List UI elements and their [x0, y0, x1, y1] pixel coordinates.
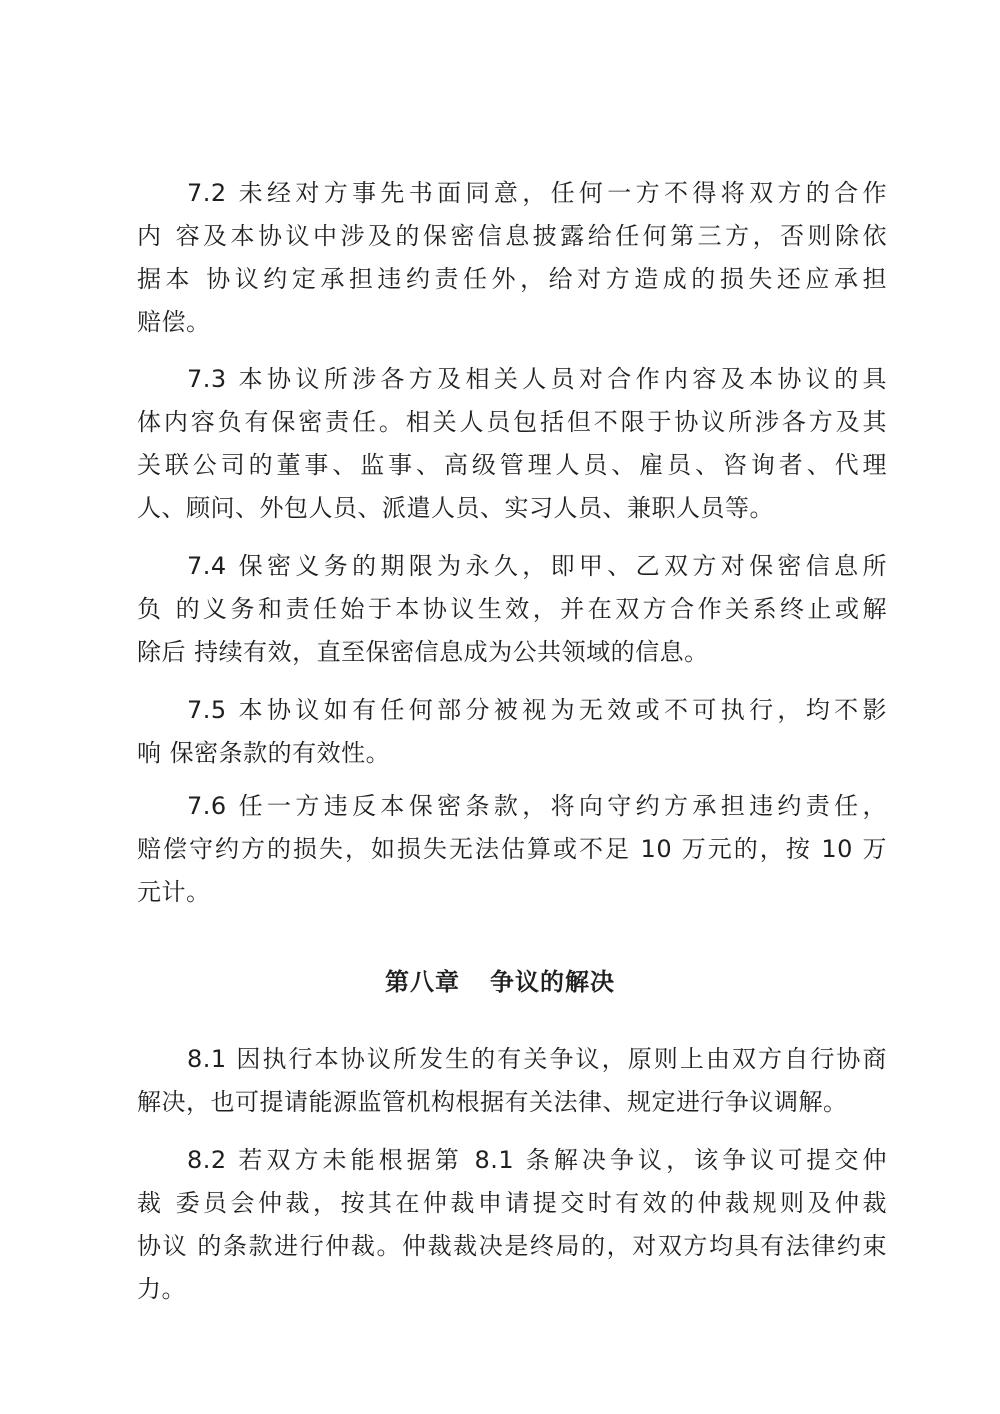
clause-line: 7.2 未经对方事先书面同意，任何一方不得将双方的合作 [187, 179, 887, 207]
clause-8-1 [137, 1038, 887, 1124]
clause-line: 7.3 本协议所涉各方及相关人员对合作内容及本协议的具 [187, 365, 887, 393]
clause-line: 关联公司的董事、监事、高级管理人员、雇员、咨询者、代理 [137, 451, 887, 479]
chapter-heading [0, 962, 1000, 1002]
clause-7-2 [137, 172, 887, 344]
clause-7-6 [137, 785, 887, 914]
chapter-title: 争议的解决 [490, 968, 615, 996]
clause-7-5 [137, 689, 887, 775]
clause-8-2 [137, 1139, 887, 1311]
clause-line: 赔偿守约方的损失，如损失无法估算或不足 10 万元的，按 10 万 [137, 835, 887, 863]
clause-line: 元计。 [137, 878, 211, 906]
clause-line: 8.1 因执行本协议所发生的有关争议，原则上由双方自行协商 [187, 1045, 887, 1073]
clause-line: 人、顾问、外包人员、派遣人员、实习人员、兼职人员等。 [137, 494, 774, 522]
clause-line: 据本 协议约定承担违约责任外，给对方造成的损失还应承担 [137, 265, 887, 293]
clause-line: 8.2 若双方未能根据第 8.1 条解决争议，该争议可提交仲 [187, 1146, 887, 1174]
clause-7-4 [137, 545, 887, 674]
clause-line: 协议 的条款进行仲裁。仲裁裁决是终局的，对双方均具有法律约束 [137, 1232, 887, 1260]
clause-line: 解决，也可提请能源监管机构根据有关法律、规定进行争议调解。 [137, 1088, 848, 1116]
clause-line: 除后 持续有效，直至保密信息成为公共领域的信息。 [137, 638, 709, 666]
clause-line: 负 的义务和责任始于本协议生效，并在双方合作关系终止或解 [137, 595, 887, 623]
clause-line: 7.5 本协议如有任何部分被视为无效或不可执行，均不影 [187, 696, 887, 724]
clause-line: 赔偿。 [137, 308, 211, 336]
clause-line: 7.6 任一方违反本保密条款，将向守约方承担违约责任， [187, 792, 887, 820]
clause-line: 响 保密条款的有效性。 [137, 739, 391, 767]
clause-line: 内 容及本协议中涉及的保密信息披露给任何第三方，否则除依 [137, 222, 887, 250]
chapter-number: 第八章 [385, 968, 460, 996]
clause-7-3 [137, 358, 887, 530]
clause-line: 体内容负有保密责任。相关人员包括但不限于协议所涉各方及其 [137, 408, 887, 436]
clause-line: 力。 [137, 1275, 186, 1303]
clause-line: 裁 委员会仲裁，按其在仲裁申请提交时有效的仲裁规则及仲裁 [137, 1189, 887, 1217]
clause-line: 7.4 保密义务的期限为永久，即甲、乙双方对保密信息所 [187, 552, 887, 580]
